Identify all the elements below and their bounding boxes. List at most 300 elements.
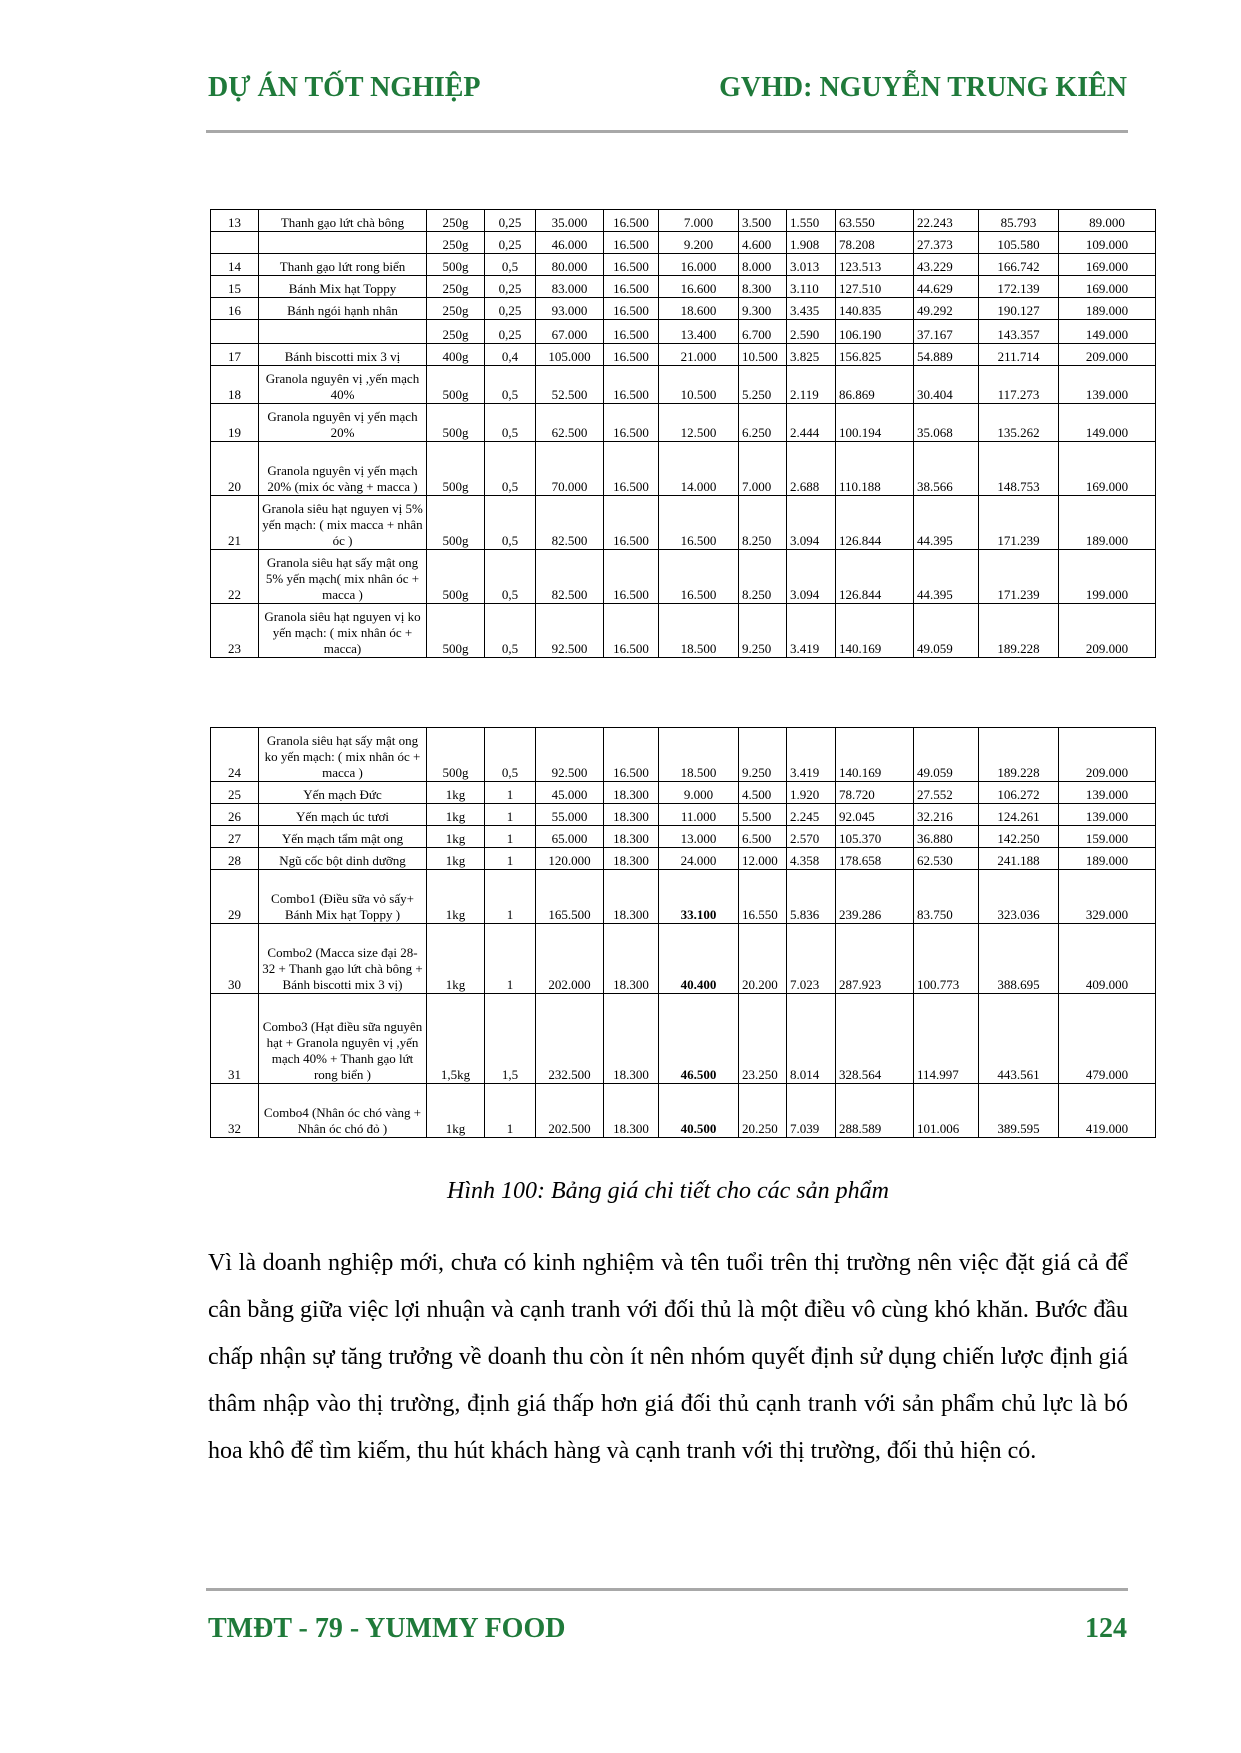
- cell-c6: 288.589: [836, 1084, 914, 1138]
- table-row: [211, 782, 1156, 804]
- cell-c5: 2.590: [787, 320, 836, 344]
- cell-c5: 1.908: [787, 232, 836, 254]
- cell-name: Bánh Mix hạt Toppy: [259, 276, 427, 298]
- cell-c7: 62.530: [914, 848, 979, 870]
- cell-c9: 189.000: [1059, 848, 1156, 870]
- cell-c8: 323.036: [979, 870, 1059, 924]
- cell-w: 250g: [427, 210, 485, 232]
- cell-w: 500g: [427, 496, 485, 550]
- cell-c3: 16.500: [659, 550, 739, 604]
- cell-c2: 18.300: [604, 870, 659, 924]
- cell-c1: 45.000: [536, 782, 604, 804]
- cell-c6: 127.510: [836, 276, 914, 298]
- table-row: [211, 442, 1156, 496]
- price-table-part-2: [210, 727, 1156, 1138]
- cell-c6: 140.169: [836, 604, 914, 658]
- cell-c2: 16.500: [604, 344, 659, 366]
- cell-c8: 143.357: [979, 320, 1059, 344]
- cell-c3: 12.500: [659, 404, 739, 442]
- cell-c5: 2.444: [787, 404, 836, 442]
- cell-w: 400g: [427, 344, 485, 366]
- cell-c6: 126.844: [836, 550, 914, 604]
- cell-no: 27: [211, 826, 259, 848]
- cell-c1: 93.000: [536, 298, 604, 320]
- cell-k: 0,5: [485, 550, 536, 604]
- cell-c2: 16.500: [604, 404, 659, 442]
- cell-c4: 20.250: [739, 1084, 787, 1138]
- cell-c1: 82.500: [536, 496, 604, 550]
- cell-c4: 8.300: [739, 276, 787, 298]
- cell-k: 1: [485, 804, 536, 826]
- cell-c7: 101.006: [914, 1084, 979, 1138]
- cell-c2: 16.500: [604, 550, 659, 604]
- cell-c2: 16.500: [604, 320, 659, 344]
- cell-c9: 139.000: [1059, 782, 1156, 804]
- cell-no: 21: [211, 496, 259, 550]
- cell-c6: 78.720: [836, 782, 914, 804]
- table-row: [211, 254, 1156, 276]
- cell-c8: 85.793: [979, 210, 1059, 232]
- cell-c9: 209.000: [1059, 604, 1156, 658]
- cell-c2: 16.500: [604, 276, 659, 298]
- cell-c4: 4.600: [739, 232, 787, 254]
- cell-name: Granola siêu hạt sấy mật ong ko yến mạch: ( mix nhân óc + macca ): [259, 728, 427, 782]
- cell-c2: 16.500: [604, 728, 659, 782]
- cell-no: 26: [211, 804, 259, 826]
- cell-c9: 139.000: [1059, 804, 1156, 826]
- cell-w: 1kg: [427, 804, 485, 826]
- cell-no: 13: [211, 210, 259, 232]
- cell-c1: 62.500: [536, 404, 604, 442]
- cell-w: 250g: [427, 232, 485, 254]
- cell-no: 22: [211, 550, 259, 604]
- cell-c8: 117.273: [979, 366, 1059, 404]
- cell-c2: 16.500: [604, 496, 659, 550]
- cell-c5: 7.039: [787, 1084, 836, 1138]
- cell-c3: 16.600: [659, 276, 739, 298]
- cell-c5: 3.419: [787, 604, 836, 658]
- cell-c7: 114.997: [914, 994, 979, 1084]
- cell-c1: 120.000: [536, 848, 604, 870]
- cell-c6: 105.370: [836, 826, 914, 848]
- cell-c8: 172.139: [979, 276, 1059, 298]
- header-divider: [206, 130, 1128, 133]
- cell-k: 0,25: [485, 320, 536, 344]
- cell-c5: 4.358: [787, 848, 836, 870]
- cell-c3: 9.200: [659, 232, 739, 254]
- cell-c4: 12.000: [739, 848, 787, 870]
- cell-c8: 189.228: [979, 604, 1059, 658]
- cell-k: 1: [485, 848, 536, 870]
- table-row: [211, 924, 1156, 994]
- cell-c4: 8.000: [739, 254, 787, 276]
- cell-c9: 479.000: [1059, 994, 1156, 1084]
- cell-c6: 140.835: [836, 298, 914, 320]
- cell-no: 19: [211, 404, 259, 442]
- cell-name: Bánh biscotti mix 3 vị: [259, 344, 427, 366]
- cell-c8: 443.561: [979, 994, 1059, 1084]
- cell-c7: 22.243: [914, 210, 979, 232]
- cell-c8: 388.695: [979, 924, 1059, 994]
- cell-name: Yến mạch úc tươi: [259, 804, 427, 826]
- cell-no: 14: [211, 254, 259, 276]
- cell-c5: 1.920: [787, 782, 836, 804]
- cell-c9: 89.000: [1059, 210, 1156, 232]
- cell-c1: 92.500: [536, 728, 604, 782]
- cell-no: 15: [211, 276, 259, 298]
- cell-c8: 189.228: [979, 728, 1059, 782]
- cell-c4: 9.250: [739, 604, 787, 658]
- cell-c3: 16.500: [659, 496, 739, 550]
- cell-c4: 9.300: [739, 298, 787, 320]
- cell-name: Thanh gạo lứt chà bông: [259, 210, 427, 232]
- cell-w: 1kg: [427, 826, 485, 848]
- cell-no: [211, 232, 259, 254]
- cell-c8: 148.753: [979, 442, 1059, 496]
- cell-c1: 202.000: [536, 924, 604, 994]
- cell-w: 500g: [427, 604, 485, 658]
- header-supervisor: GVHD: NGUYỄN TRUNG KIÊN: [719, 72, 1127, 103]
- cell-c9: 329.000: [1059, 870, 1156, 924]
- cell-k: 1: [485, 924, 536, 994]
- cell-c2: 16.500: [604, 442, 659, 496]
- cell-c3: 9.000: [659, 782, 739, 804]
- cell-c5: 8.014: [787, 994, 836, 1084]
- cell-w: 1,5kg: [427, 994, 485, 1084]
- footer-divider: [206, 1588, 1128, 1591]
- cell-k: 0,5: [485, 604, 536, 658]
- cell-c6: 126.844: [836, 496, 914, 550]
- cell-c1: 105.000: [536, 344, 604, 366]
- cell-c7: 44.395: [914, 550, 979, 604]
- body-paragraph: Vì là doanh nghiệp mới, chưa có kinh nghiệm và tên tuổi trên thị trường nên việc đặt giá cả để cân bằng giữa việc lợi nhuận và cạnh tranh với đối thủ là một điều vô cùng khó khăn. Bước đầu chấp nhận sự tăng trưởng về doanh thu còn ít nên nhóm quyết định sử dụng chiến lược định giá thâm nhập vào thị trường, định giá thấp hơn giá đối thủ cạnh tranh với sản phẩm chủ lực là bó hoa khô để tìm kiếm, thu hút khách hàng và cạnh tranh với thị trường, đối thủ hiện có.: [208, 1250, 1128, 1464]
- cell-c5: 2.570: [787, 826, 836, 848]
- cell-c3: 40.500: [659, 1084, 739, 1138]
- cell-c1: 52.500: [536, 366, 604, 404]
- cell-c5: 3.013: [787, 254, 836, 276]
- cell-w: 500g: [427, 254, 485, 276]
- price-table-part-1: [210, 209, 1156, 658]
- cell-c4: 6.500: [739, 826, 787, 848]
- cell-c6: 123.513: [836, 254, 914, 276]
- cell-c1: 165.500: [536, 870, 604, 924]
- cell-w: 1kg: [427, 1084, 485, 1138]
- cell-c8: 135.262: [979, 404, 1059, 442]
- cell-c4: 3.500: [739, 210, 787, 232]
- cell-c4: 5.250: [739, 366, 787, 404]
- cell-c4: 6.700: [739, 320, 787, 344]
- cell-c7: 83.750: [914, 870, 979, 924]
- cell-w: 250g: [427, 298, 485, 320]
- cell-c9: 139.000: [1059, 366, 1156, 404]
- cell-no: 20: [211, 442, 259, 496]
- cell-name: Bánh ngói hạnh nhân: [259, 298, 427, 320]
- cell-k: 1: [485, 870, 536, 924]
- cell-c2: 16.500: [604, 604, 659, 658]
- cell-c6: 100.194: [836, 404, 914, 442]
- cell-c6: 140.169: [836, 728, 914, 782]
- cell-c6: 78.208: [836, 232, 914, 254]
- table-row: [211, 404, 1156, 442]
- cell-c9: 169.000: [1059, 276, 1156, 298]
- cell-c5: 5.836: [787, 870, 836, 924]
- cell-k: 1,5: [485, 994, 536, 1084]
- cell-c2: 18.300: [604, 994, 659, 1084]
- cell-c9: 189.000: [1059, 298, 1156, 320]
- cell-no: 28: [211, 848, 259, 870]
- cell-c2: 16.500: [604, 232, 659, 254]
- cell-name: Granola siêu hạt nguyen vị 5% yến mạch: ( mix macca + nhân óc ): [259, 496, 427, 550]
- table-row: [211, 298, 1156, 320]
- cell-c8: 124.261: [979, 804, 1059, 826]
- cell-c1: 35.000: [536, 210, 604, 232]
- cell-c9: 149.000: [1059, 404, 1156, 442]
- cell-c2: 18.300: [604, 782, 659, 804]
- cell-c8: 171.239: [979, 496, 1059, 550]
- page-number: 124: [1085, 1613, 1127, 1644]
- cell-c7: 30.404: [914, 366, 979, 404]
- table-row: [211, 276, 1156, 298]
- cell-k: 0,4: [485, 344, 536, 366]
- table-row: [211, 870, 1156, 924]
- cell-c1: 82.500: [536, 550, 604, 604]
- cell-c1: 80.000: [536, 254, 604, 276]
- cell-name: Granola siêu hạt nguyen vị ko yến mạch: ( mix nhân óc + macca): [259, 604, 427, 658]
- cell-c2: 18.300: [604, 804, 659, 826]
- cell-c5: 3.094: [787, 550, 836, 604]
- cell-c8: 171.239: [979, 550, 1059, 604]
- cell-c5: 1.550: [787, 210, 836, 232]
- cell-c5: 3.435: [787, 298, 836, 320]
- cell-no: 29: [211, 870, 259, 924]
- cell-c5: 3.419: [787, 728, 836, 782]
- cell-k: 0,25: [485, 232, 536, 254]
- cell-name: Thanh gạo lứt rong biển: [259, 254, 427, 276]
- cell-c7: 36.880: [914, 826, 979, 848]
- cell-c1: 55.000: [536, 804, 604, 826]
- cell-c9: 209.000: [1059, 728, 1156, 782]
- cell-name: Granola siêu hạt sấy mật ong 5% yến mạch( mix nhân óc + macca ): [259, 550, 427, 604]
- cell-name: Combo1 (Điều sữa vỏ sấy+ Bánh Mix hạt Toppy ): [259, 870, 427, 924]
- cell-c2: 16.500: [604, 254, 659, 276]
- table-row: [211, 804, 1156, 826]
- cell-c9: 159.000: [1059, 826, 1156, 848]
- cell-no: 24: [211, 728, 259, 782]
- cell-c7: 37.167: [914, 320, 979, 344]
- cell-name: [259, 320, 427, 344]
- header-project-title: DỰ ÁN TỐT NGHIỆP: [208, 72, 481, 103]
- cell-name: Granola nguyên vị ,yến mạch 40%: [259, 366, 427, 404]
- table-row: [211, 1084, 1156, 1138]
- cell-no: [211, 320, 259, 344]
- cell-w: 500g: [427, 550, 485, 604]
- cell-c6: 86.869: [836, 366, 914, 404]
- cell-c2: 18.300: [604, 1084, 659, 1138]
- cell-c9: 189.000: [1059, 496, 1156, 550]
- cell-c7: 49.059: [914, 728, 979, 782]
- cell-c2: 16.500: [604, 210, 659, 232]
- cell-c7: 43.229: [914, 254, 979, 276]
- cell-no: 30: [211, 924, 259, 994]
- cell-k: 0,25: [485, 298, 536, 320]
- cell-c7: 35.068: [914, 404, 979, 442]
- footer-project-name: TMĐT - 79 - YUMMY FOOD: [208, 1613, 566, 1644]
- cell-no: 25: [211, 782, 259, 804]
- cell-no: 32: [211, 1084, 259, 1138]
- cell-c4: 20.200: [739, 924, 787, 994]
- cell-c1: 232.500: [536, 994, 604, 1084]
- cell-c4: 7.000: [739, 442, 787, 496]
- table-row: [211, 848, 1156, 870]
- cell-c6: 92.045: [836, 804, 914, 826]
- cell-name: Granola nguyên vị yến mạch 20%: [259, 404, 427, 442]
- cell-c1: 92.500: [536, 604, 604, 658]
- cell-k: 1: [485, 1084, 536, 1138]
- cell-c4: 5.500: [739, 804, 787, 826]
- cell-c5: 3.825: [787, 344, 836, 366]
- cell-c5: 2.245: [787, 804, 836, 826]
- table-row: [211, 496, 1156, 550]
- table-row: [211, 728, 1156, 782]
- cell-c4: 9.250: [739, 728, 787, 782]
- cell-c3: 18.500: [659, 728, 739, 782]
- cell-c8: 106.272: [979, 782, 1059, 804]
- cell-c4: 16.550: [739, 870, 787, 924]
- cell-c1: 83.000: [536, 276, 604, 298]
- cell-no: 17: [211, 344, 259, 366]
- cell-c8: 105.580: [979, 232, 1059, 254]
- cell-w: 250g: [427, 320, 485, 344]
- cell-c3: 24.000: [659, 848, 739, 870]
- figure-caption: Hình 100: Bảng giá chi tiết cho các sản phẩm: [447, 1178, 889, 1204]
- cell-c4: 23.250: [739, 994, 787, 1084]
- cell-c8: 166.742: [979, 254, 1059, 276]
- cell-name: [259, 232, 427, 254]
- cell-c9: 419.000: [1059, 1084, 1156, 1138]
- cell-c3: 14.000: [659, 442, 739, 496]
- table-row: [211, 344, 1156, 366]
- cell-c9: 169.000: [1059, 254, 1156, 276]
- cell-c9: 409.000: [1059, 924, 1156, 994]
- table-row: [211, 210, 1156, 232]
- cell-c7: 27.552: [914, 782, 979, 804]
- cell-c7: 44.395: [914, 496, 979, 550]
- cell-w: 500g: [427, 404, 485, 442]
- cell-c6: 110.188: [836, 442, 914, 496]
- cell-c6: 156.825: [836, 344, 914, 366]
- cell-c3: 10.500: [659, 366, 739, 404]
- cell-c9: 149.000: [1059, 320, 1156, 344]
- cell-k: 0,5: [485, 366, 536, 404]
- cell-no: 31: [211, 994, 259, 1084]
- cell-w: 250g: [427, 276, 485, 298]
- cell-c2: 18.300: [604, 924, 659, 994]
- cell-c5: 2.119: [787, 366, 836, 404]
- cell-c6: 239.286: [836, 870, 914, 924]
- cell-c6: 63.550: [836, 210, 914, 232]
- cell-c9: 169.000: [1059, 442, 1156, 496]
- cell-c6: 287.923: [836, 924, 914, 994]
- cell-c3: 18.500: [659, 604, 739, 658]
- cell-name: Combo3 (Hạt điều sữa nguyên hạt + Granola nguyên vị ,yến mạch 40% + Thanh gạo lứt rong biển ): [259, 994, 427, 1084]
- cell-c7: 27.373: [914, 232, 979, 254]
- cell-c4: 10.500: [739, 344, 787, 366]
- cell-c2: 18.300: [604, 848, 659, 870]
- table-row: [211, 320, 1156, 344]
- cell-k: 0,5: [485, 254, 536, 276]
- cell-w: 1kg: [427, 924, 485, 994]
- cell-k: 0,5: [485, 728, 536, 782]
- cell-c8: 142.250: [979, 826, 1059, 848]
- cell-c5: 3.110: [787, 276, 836, 298]
- table-row: [211, 232, 1156, 254]
- table-row: [211, 994, 1156, 1084]
- cell-c3: 13.000: [659, 826, 739, 848]
- cell-w: 1kg: [427, 848, 485, 870]
- cell-c3: 21.000: [659, 344, 739, 366]
- cell-k: 1: [485, 826, 536, 848]
- table-row: [211, 366, 1156, 404]
- cell-k: 0,25: [485, 276, 536, 298]
- cell-name: Combo2 (Macca size đại 28-32 + Thanh gạo lứt chà bông + Bánh biscotti mix 3 vị): [259, 924, 427, 994]
- cell-c3: 40.400: [659, 924, 739, 994]
- cell-c7: 100.773: [914, 924, 979, 994]
- cell-c8: 211.714: [979, 344, 1059, 366]
- cell-c3: 46.500: [659, 994, 739, 1084]
- cell-c7: 32.216: [914, 804, 979, 826]
- cell-c8: 241.188: [979, 848, 1059, 870]
- cell-name: Yến mạch tẩm mật ong: [259, 826, 427, 848]
- cell-c6: 106.190: [836, 320, 914, 344]
- cell-c1: 65.000: [536, 826, 604, 848]
- cell-c7: 49.292: [914, 298, 979, 320]
- cell-c9: 199.000: [1059, 550, 1156, 604]
- cell-c3: 33.100: [659, 870, 739, 924]
- cell-c2: 16.500: [604, 366, 659, 404]
- cell-c1: 202.500: [536, 1084, 604, 1138]
- cell-c3: 13.400: [659, 320, 739, 344]
- cell-no: 18: [211, 366, 259, 404]
- cell-k: 0,5: [485, 442, 536, 496]
- cell-c5: 3.094: [787, 496, 836, 550]
- cell-c6: 328.564: [836, 994, 914, 1084]
- cell-c7: 54.889: [914, 344, 979, 366]
- cell-c1: 70.000: [536, 442, 604, 496]
- cell-k: 0,5: [485, 496, 536, 550]
- cell-k: 1: [485, 782, 536, 804]
- cell-k: 0,5: [485, 404, 536, 442]
- cell-c1: 67.000: [536, 320, 604, 344]
- cell-name: Yến mạch Đức: [259, 782, 427, 804]
- cell-c5: 2.688: [787, 442, 836, 496]
- cell-c6: 178.658: [836, 848, 914, 870]
- cell-c5: 7.023: [787, 924, 836, 994]
- cell-c9: 209.000: [1059, 344, 1156, 366]
- cell-c8: 190.127: [979, 298, 1059, 320]
- cell-w: 500g: [427, 442, 485, 496]
- cell-c2: 18.300: [604, 826, 659, 848]
- cell-no: 23: [211, 604, 259, 658]
- cell-c4: 8.250: [739, 496, 787, 550]
- cell-w: 500g: [427, 366, 485, 404]
- table-row: [211, 550, 1156, 604]
- cell-c7: 38.566: [914, 442, 979, 496]
- cell-name: Ngũ cốc bột dinh dưỡng: [259, 848, 427, 870]
- table-row: [211, 604, 1156, 658]
- cell-w: 500g: [427, 728, 485, 782]
- cell-c3: 11.000: [659, 804, 739, 826]
- cell-c8: 389.595: [979, 1084, 1059, 1138]
